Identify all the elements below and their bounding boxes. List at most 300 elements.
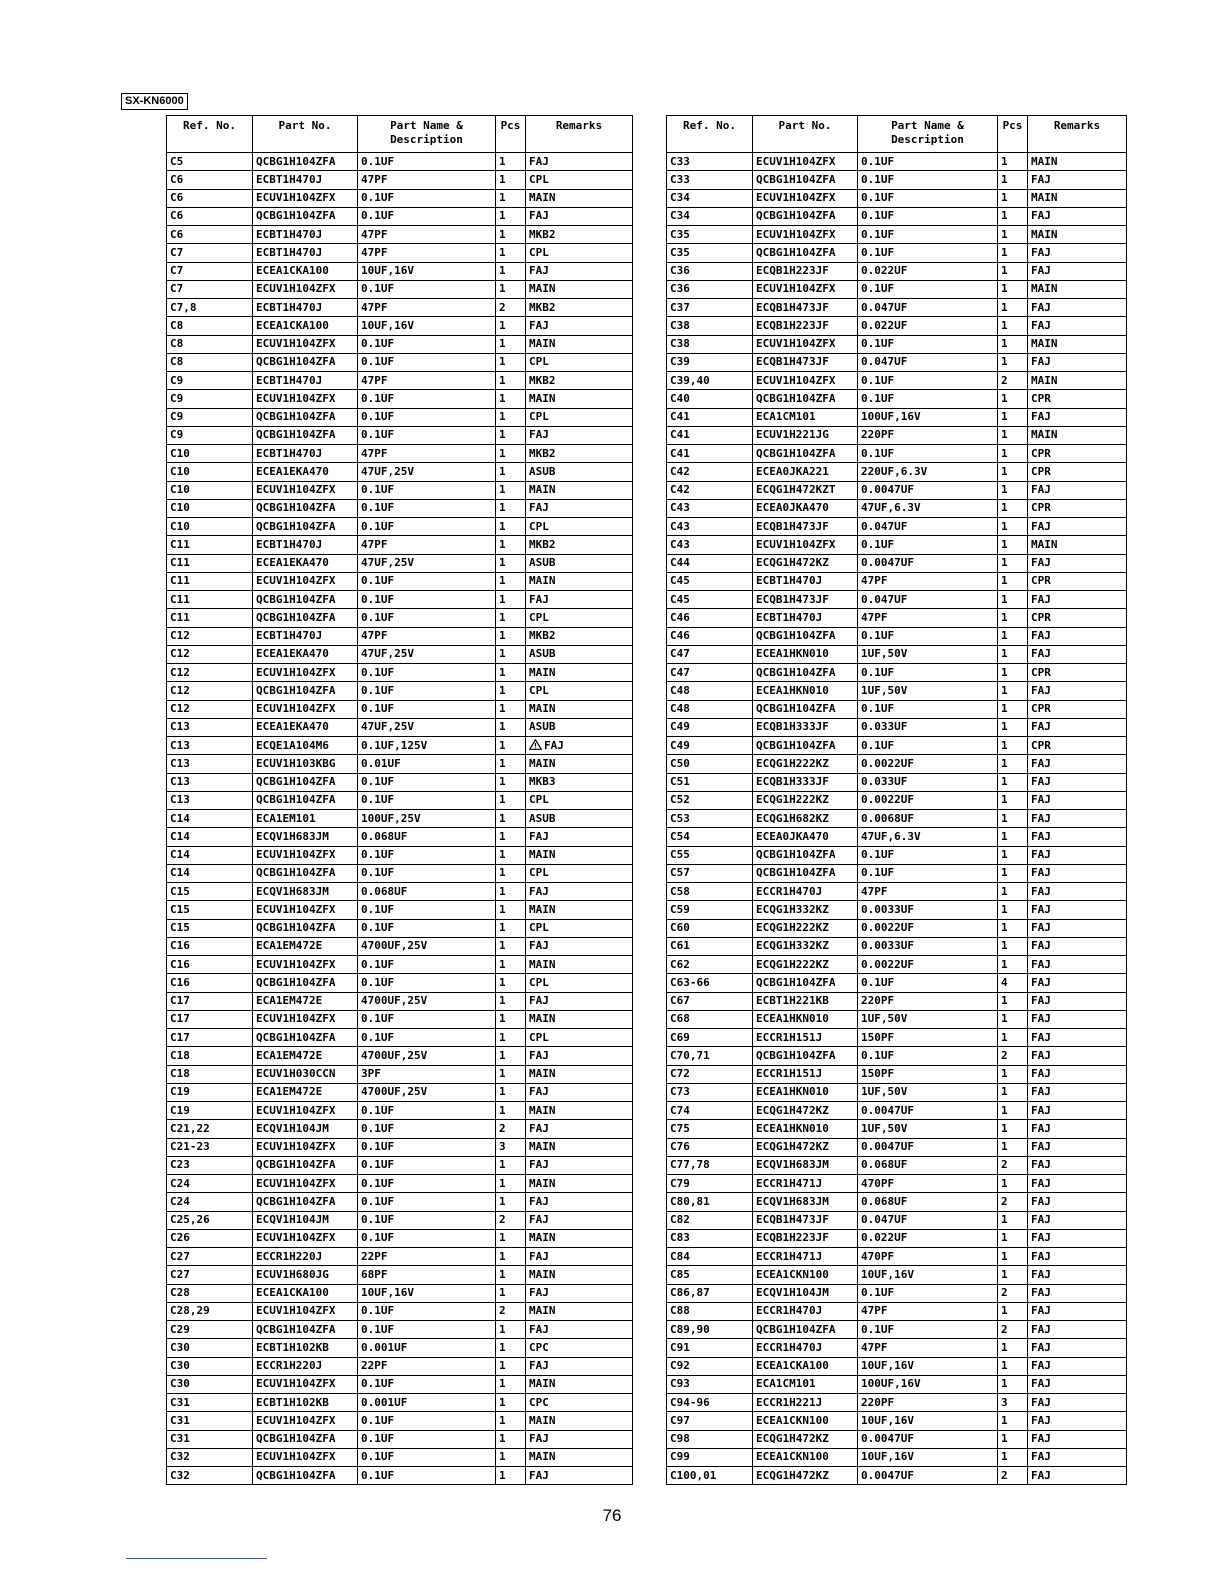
remarks-cell: MAIN xyxy=(526,755,633,773)
pcs-cell: 1 xyxy=(998,572,1028,590)
header-part-name: Part Name & Description xyxy=(858,116,998,153)
part-name-cell: 0.1UF xyxy=(858,171,998,189)
part-name-cell: 220PF xyxy=(858,1394,998,1412)
pcs-cell: 1 xyxy=(496,1266,526,1284)
ref-no-cell: C38 xyxy=(667,317,753,335)
remarks-cell: CPL xyxy=(526,408,633,426)
pcs-cell: 1 xyxy=(998,755,1028,773)
pcs-cell: 1 xyxy=(998,937,1028,955)
part-name-cell: 0.1UF xyxy=(858,1047,998,1065)
ref-no-cell: C18 xyxy=(167,1047,253,1065)
part-no-cell: ECQB1H223JF xyxy=(753,1229,858,1247)
part-no-cell: ECQG1H472KZT xyxy=(753,481,858,499)
table-row xyxy=(667,1266,1127,1284)
part-name-cell: 0.1UF,125V xyxy=(358,737,496,755)
part-no-cell: ECUV1H104ZFX xyxy=(753,372,858,390)
remarks-cell: FAJ xyxy=(1028,1394,1127,1412)
ref-no-cell: C41 xyxy=(667,426,753,444)
part-no-cell: ECUV1H104ZFX xyxy=(253,901,358,919)
part-name-cell: 4700UF,25V xyxy=(358,1047,496,1065)
pcs-cell: 1 xyxy=(496,1357,526,1375)
table-row xyxy=(667,244,1127,262)
ref-no-cell: C31 xyxy=(167,1412,253,1430)
part-name-cell: 1UF,50V xyxy=(858,1083,998,1101)
remarks-cell: MAIN xyxy=(526,280,633,298)
table-row xyxy=(167,883,633,901)
ref-no-cell: C59 xyxy=(667,901,753,919)
pcs-cell: 2 xyxy=(998,372,1028,390)
ref-no-cell: C7 xyxy=(167,244,253,262)
part-name-cell: 0.001UF xyxy=(358,1339,496,1357)
remarks-cell: FAJ xyxy=(1028,1047,1127,1065)
remarks-cell: FAJ xyxy=(526,1430,633,1448)
table-row xyxy=(667,1102,1127,1120)
pcs-cell: 1 xyxy=(998,317,1028,335)
pcs-cell: 1 xyxy=(998,299,1028,317)
ref-no-cell: C23 xyxy=(167,1156,253,1174)
remarks-cell: MAIN xyxy=(1028,536,1127,554)
pcs-cell: 1 xyxy=(496,335,526,353)
pcs-cell: 1 xyxy=(998,207,1028,225)
ref-no-cell: C8 xyxy=(167,317,253,335)
pcs-cell: 1 xyxy=(998,262,1028,280)
table-row xyxy=(667,426,1127,444)
remarks-cell: FAJ xyxy=(526,1321,633,1339)
part-no-cell: ECUV1H104ZFX xyxy=(753,335,858,353)
table-row xyxy=(167,335,633,353)
part-no-cell: ECA1EM472E xyxy=(253,1047,358,1065)
part-no-cell: ECUV1H104ZFX xyxy=(253,189,358,207)
table-row xyxy=(167,974,633,992)
ref-no-cell: C28,29 xyxy=(167,1302,253,1320)
part-no-cell: ECBT1H470J xyxy=(253,536,358,554)
table-row xyxy=(667,1375,1127,1393)
part-no-cell: ECEA1CKN100 xyxy=(753,1266,858,1284)
pcs-cell: 1 xyxy=(998,1357,1028,1375)
remarks-cell: FAJ xyxy=(526,317,633,335)
part-no-cell: QCBG1H104ZFA xyxy=(253,1321,358,1339)
remarks-cell: FAJ xyxy=(1028,846,1127,864)
part-no-cell: ECBT1H102KB xyxy=(253,1339,358,1357)
part-name-cell: 220UF,6.3V xyxy=(858,463,998,481)
table-row xyxy=(167,171,633,189)
table-row xyxy=(167,536,633,554)
part-name-cell: 0.1UF xyxy=(858,974,998,992)
remarks-cell: CPR xyxy=(1028,737,1127,755)
part-no-cell: ECUV1H104ZFX xyxy=(253,1229,358,1247)
part-no-cell: QCBG1H104ZFA xyxy=(253,974,358,992)
part-name-cell: 0.1UF xyxy=(358,1193,496,1211)
part-name-cell: 47PF xyxy=(358,627,496,645)
ref-no-cell: C42 xyxy=(667,481,753,499)
part-name-cell: 22PF xyxy=(358,1357,496,1375)
part-name-cell: 470PF xyxy=(858,1248,998,1266)
part-name-cell: 10UF,16V xyxy=(858,1448,998,1466)
part-no-cell: QCBG1H104ZFA xyxy=(753,846,858,864)
ref-no-cell: C8 xyxy=(167,353,253,371)
part-no-cell: ECQV1H683JM xyxy=(253,828,358,846)
part-name-cell: 0.1UF xyxy=(358,846,496,864)
table-row xyxy=(167,299,633,317)
remarks-cell: FAJ xyxy=(526,883,633,901)
remarks-cell: ASUB xyxy=(526,718,633,736)
part-name-cell: 0.1UF xyxy=(858,664,998,682)
remarks-cell: FAJ xyxy=(526,426,633,444)
remarks-cell: FAJ xyxy=(1028,937,1127,955)
table-row xyxy=(167,627,633,645)
part-name-cell: 150PF xyxy=(858,1065,998,1083)
part-no-cell: QCBG1H104ZFA xyxy=(253,1156,358,1174)
pcs-cell: 1 xyxy=(998,280,1028,298)
ref-no-cell: C15 xyxy=(167,883,253,901)
remarks-cell: MAIN xyxy=(526,481,633,499)
part-name-cell: 10UF,16V xyxy=(858,1266,998,1284)
ref-no-cell: C15 xyxy=(167,901,253,919)
table-row xyxy=(667,1339,1127,1357)
remarks-cell: CPL xyxy=(526,682,633,700)
remarks-cell: FAJ xyxy=(1028,627,1127,645)
remarks-cell: FAJ xyxy=(1028,1302,1127,1320)
remarks-cell: FAJ xyxy=(526,499,633,517)
ref-no-cell: C80,81 xyxy=(667,1193,753,1211)
ref-no-cell: C13 xyxy=(167,773,253,791)
part-name-cell: 0.0022UF xyxy=(858,956,998,974)
table-row xyxy=(667,1193,1127,1211)
part-name-cell: 0.0047UF xyxy=(858,481,998,499)
ref-no-cell: C12 xyxy=(167,682,253,700)
pcs-cell: 1 xyxy=(496,992,526,1010)
ref-no-cell: C39,40 xyxy=(667,372,753,390)
part-name-cell: 0.001UF xyxy=(358,1394,496,1412)
pcs-cell: 1 xyxy=(496,846,526,864)
table-row xyxy=(667,171,1127,189)
part-no-cell: ECUV1H104ZFX xyxy=(253,846,358,864)
pcs-cell: 1 xyxy=(496,591,526,609)
pcs-cell: 1 xyxy=(998,244,1028,262)
pcs-cell: 1 xyxy=(496,445,526,463)
pcs-cell: 1 xyxy=(496,317,526,335)
pcs-cell: 1 xyxy=(998,645,1028,663)
ref-no-cell: C49 xyxy=(667,737,753,755)
pcs-cell: 1 xyxy=(496,536,526,554)
pcs-cell: 1 xyxy=(496,1193,526,1211)
part-name-cell: 47UF,25V xyxy=(358,463,496,481)
table-row xyxy=(667,1047,1127,1065)
ref-no-cell: C12 xyxy=(167,700,253,718)
part-name-cell: 0.1UF xyxy=(358,1138,496,1156)
part-name-cell: 0.1UF xyxy=(358,335,496,353)
remarks-cell: FAJ xyxy=(526,992,633,1010)
remarks-cell: MAIN xyxy=(1028,426,1127,444)
pcs-cell: 1 xyxy=(998,518,1028,536)
ref-no-cell: C74 xyxy=(667,1102,753,1120)
pcs-cell: 1 xyxy=(496,518,526,536)
remarks-cell: FAJ xyxy=(1028,773,1127,791)
part-name-cell: 0.1UF xyxy=(858,207,998,225)
part-name-cell: 0.1UF xyxy=(358,700,496,718)
pcs-cell: 1 xyxy=(496,1284,526,1302)
part-no-cell: ECUV1H104ZFX xyxy=(253,390,358,408)
part-no-cell: ECEA1CKA100 xyxy=(253,317,358,335)
ref-no-cell: C6 xyxy=(167,171,253,189)
part-name-cell: 0.1UF xyxy=(858,1284,998,1302)
part-name-cell: 0.1UF xyxy=(358,773,496,791)
part-no-cell: ECUV1H104ZFX xyxy=(253,280,358,298)
ref-no-cell: C44 xyxy=(667,554,753,572)
table-row xyxy=(667,1083,1127,1101)
pcs-cell: 1 xyxy=(496,426,526,444)
table-row xyxy=(167,1448,633,1466)
part-name-cell: 0.1UF xyxy=(858,846,998,864)
part-name-cell: 0.1UF xyxy=(358,1211,496,1229)
pcs-cell: 1 xyxy=(998,627,1028,645)
part-name-cell: 1UF,50V xyxy=(858,682,998,700)
table-row xyxy=(167,353,633,371)
pcs-cell: 1 xyxy=(496,280,526,298)
table-row xyxy=(167,810,633,828)
remarks-cell: MAIN xyxy=(526,1065,633,1083)
ref-no-cell: C83 xyxy=(667,1229,753,1247)
pcs-cell: 1 xyxy=(998,1010,1028,1028)
part-name-cell: 0.022UF xyxy=(858,262,998,280)
pcs-cell: 1 xyxy=(998,1430,1028,1448)
table-row xyxy=(667,682,1127,700)
table-row xyxy=(167,1284,633,1302)
table-row xyxy=(667,1448,1127,1466)
part-no-cell: ECEA1CKN100 xyxy=(753,1412,858,1430)
part-no-cell: ECQG1H472KZ xyxy=(753,1467,858,1485)
ref-no-cell: C16 xyxy=(167,956,253,974)
table-row xyxy=(167,919,633,937)
remarks-cell: FAJ xyxy=(1028,1430,1127,1448)
table-row xyxy=(167,1156,633,1174)
part-no-cell: ECQV1H104JM xyxy=(753,1284,858,1302)
pcs-cell: 1 xyxy=(496,1175,526,1193)
part-name-cell: 47UF,6.3V xyxy=(858,828,998,846)
part-name-cell: 0.1UF xyxy=(358,1029,496,1047)
table-row xyxy=(667,262,1127,280)
part-no-cell: ECEA1EKA470 xyxy=(253,645,358,663)
table-row xyxy=(667,536,1127,554)
table-row xyxy=(667,864,1127,882)
ref-no-cell: C47 xyxy=(667,645,753,663)
ref-no-cell: C33 xyxy=(667,153,753,171)
ref-no-cell: C70,71 xyxy=(667,1047,753,1065)
remarks-cell: MAIN xyxy=(526,1375,633,1393)
header-pcs: Pcs xyxy=(998,116,1028,153)
remarks-cell: MAIN xyxy=(526,700,633,718)
part-no-cell: QCBG1H104ZFA xyxy=(253,1467,358,1485)
remarks-cell: CPC xyxy=(526,1339,633,1357)
part-no-cell: ECCR1H221J xyxy=(753,1394,858,1412)
model-label: SX-KN6000 xyxy=(121,93,188,110)
table-row xyxy=(667,1394,1127,1412)
part-name-cell: 47UF,25V xyxy=(358,718,496,736)
pcs-cell: 1 xyxy=(998,1339,1028,1357)
part-no-cell: QCBG1H104ZFA xyxy=(253,153,358,171)
ref-no-cell: C69 xyxy=(667,1029,753,1047)
ref-no-cell: C39 xyxy=(667,353,753,371)
ref-no-cell: C8 xyxy=(167,335,253,353)
part-name-cell: 0.0047UF xyxy=(858,1102,998,1120)
part-no-cell: ECQV1H683JM xyxy=(253,883,358,901)
part-name-cell: 0.1UF xyxy=(358,901,496,919)
part-name-cell: 0.1UF xyxy=(358,609,496,627)
remarks-cell: MAIN xyxy=(1028,335,1127,353)
remarks-cell: FAJ xyxy=(1028,207,1127,225)
part-no-cell: ECUV1H104ZFX xyxy=(253,335,358,353)
pcs-cell: 1 xyxy=(496,1229,526,1247)
ref-no-cell: C10 xyxy=(167,499,253,517)
part-name-cell: 47PF xyxy=(358,244,496,262)
table-row xyxy=(667,755,1127,773)
ref-no-cell: C94-96 xyxy=(667,1394,753,1412)
part-no-cell: ECUV1H104ZFX xyxy=(253,1010,358,1028)
ref-no-cell: C60 xyxy=(667,919,753,937)
remarks-cell: FAJ xyxy=(1028,1412,1127,1430)
ref-no-cell: C33 xyxy=(667,171,753,189)
pcs-cell: 1 xyxy=(496,828,526,846)
part-name-cell: 4700UF,25V xyxy=(358,937,496,955)
remarks-text: FAJ xyxy=(544,738,564,752)
remarks-cell: MAIN xyxy=(526,1302,633,1320)
ref-no-cell: C30 xyxy=(167,1357,253,1375)
ref-no-cell: C50 xyxy=(667,755,753,773)
remarks-cell: MAIN xyxy=(526,390,633,408)
remarks-cell: FAJ xyxy=(1028,299,1127,317)
remarks-cell: CPL xyxy=(526,244,633,262)
remarks-cell: MAIN xyxy=(526,572,633,590)
table-row xyxy=(167,1193,633,1211)
ref-no-cell: C9 xyxy=(167,426,253,444)
part-name-cell: 47PF xyxy=(858,572,998,590)
part-no-cell: ECQG1H472KZ xyxy=(753,1138,858,1156)
pcs-cell: 1 xyxy=(998,153,1028,171)
table-row xyxy=(167,1357,633,1375)
table-row xyxy=(667,445,1127,463)
pcs-cell: 1 xyxy=(496,1412,526,1430)
part-no-cell: ECCR1H471J xyxy=(753,1175,858,1193)
part-name-cell: 0.1UF xyxy=(358,591,496,609)
part-name-cell: 0.1UF xyxy=(358,518,496,536)
ref-no-cell: C42 xyxy=(667,463,753,481)
pcs-cell: 1 xyxy=(496,1029,526,1047)
ref-no-cell: C13 xyxy=(167,791,253,809)
header-part-name: Part Name & Description xyxy=(358,116,496,153)
remarks-cell: FAJ xyxy=(1028,1448,1127,1466)
table-row xyxy=(167,280,633,298)
table-row xyxy=(667,901,1127,919)
part-no-cell: ECQV1H683JM xyxy=(753,1156,858,1174)
pcs-cell: 1 xyxy=(496,883,526,901)
pcs-cell: 1 xyxy=(496,171,526,189)
pcs-cell: 1 xyxy=(496,1467,526,1485)
table-row xyxy=(167,390,633,408)
table-row xyxy=(167,864,633,882)
table-row xyxy=(167,153,633,171)
ref-no-cell: C58 xyxy=(667,883,753,901)
remarks-cell: FAJ xyxy=(1028,1266,1127,1284)
part-name-cell: 0.1UF xyxy=(358,1430,496,1448)
part-name-cell: 0.1UF xyxy=(358,1175,496,1193)
part-no-cell: ECQG1H332KZ xyxy=(753,937,858,955)
table-row xyxy=(167,992,633,1010)
ref-no-cell: C97 xyxy=(667,1412,753,1430)
ref-no-cell: C13 xyxy=(167,755,253,773)
remarks-cell: FAJ xyxy=(1028,864,1127,882)
table-row xyxy=(167,262,633,280)
pcs-cell: 1 xyxy=(998,390,1028,408)
part-no-cell: ECQB1H473JF xyxy=(753,1211,858,1229)
table-row xyxy=(667,956,1127,974)
remarks-cell: MKB2 xyxy=(526,299,633,317)
pcs-cell: 1 xyxy=(496,1083,526,1101)
part-name-cell: 220PF xyxy=(858,426,998,444)
table-row xyxy=(167,1394,633,1412)
table-row xyxy=(167,481,633,499)
remarks-cell: FAJ xyxy=(526,1156,633,1174)
remarks-cell: MAIN xyxy=(526,1138,633,1156)
table-row xyxy=(667,463,1127,481)
part-name-cell: 47PF xyxy=(358,299,496,317)
table-row xyxy=(667,1175,1127,1193)
table-row xyxy=(167,1029,633,1047)
part-name-cell: 0.1UF xyxy=(358,864,496,882)
part-no-cell: ECUV1H104ZFX xyxy=(253,956,358,974)
pcs-cell: 1 xyxy=(998,1412,1028,1430)
part-name-cell: 47PF xyxy=(858,609,998,627)
ref-no-cell: C46 xyxy=(667,627,753,645)
part-name-cell: 0.0047UF xyxy=(858,1138,998,1156)
pcs-cell: 1 xyxy=(998,1448,1028,1466)
part-no-cell: ECEA1EKA470 xyxy=(253,554,358,572)
part-no-cell: ECQB1H473JF xyxy=(753,299,858,317)
part-name-cell: 0.1UF xyxy=(858,627,998,645)
part-name-cell: 47PF xyxy=(358,372,496,390)
part-no-cell: ECA1EM472E xyxy=(253,992,358,1010)
pcs-cell: 1 xyxy=(496,372,526,390)
part-name-cell: 0.1UF xyxy=(358,189,496,207)
pcs-cell: 1 xyxy=(998,883,1028,901)
table-row xyxy=(167,1430,633,1448)
remarks-cell: MAIN xyxy=(526,1412,633,1430)
pcs-cell: 1 xyxy=(998,445,1028,463)
part-name-cell: 47UF,25V xyxy=(358,645,496,663)
part-no-cell: ECUV1H104ZFX xyxy=(253,481,358,499)
part-no-cell: ECCR1H470J xyxy=(753,1302,858,1320)
part-no-cell: ECUV1H221JG xyxy=(753,426,858,444)
part-name-cell: 68PF xyxy=(358,1266,496,1284)
ref-no-cell: C10 xyxy=(167,518,253,536)
part-no-cell: ECEA1EKA470 xyxy=(253,718,358,736)
part-no-cell: QCBG1H104ZFA xyxy=(253,1430,358,1448)
remarks-cell: MAIN xyxy=(526,901,633,919)
part-no-cell: QCBG1H104ZFA xyxy=(253,408,358,426)
pcs-cell: 1 xyxy=(496,737,526,755)
pcs-cell: 1 xyxy=(496,408,526,426)
part-no-cell: ECBT1H102KB xyxy=(253,1394,358,1412)
part-no-cell: ECEA1EKA470 xyxy=(253,463,358,481)
table-row xyxy=(167,317,633,335)
pcs-cell: 1 xyxy=(998,992,1028,1010)
part-no-cell: QCBG1H104ZFA xyxy=(753,207,858,225)
pcs-cell: 1 xyxy=(998,737,1028,755)
remarks-cell: FAJ xyxy=(1028,682,1127,700)
ref-no-cell: C77,78 xyxy=(667,1156,753,1174)
part-no-cell: ECBT1H470J xyxy=(253,226,358,244)
ref-no-cell: C21,22 xyxy=(167,1120,253,1138)
pcs-cell: 1 xyxy=(998,353,1028,371)
